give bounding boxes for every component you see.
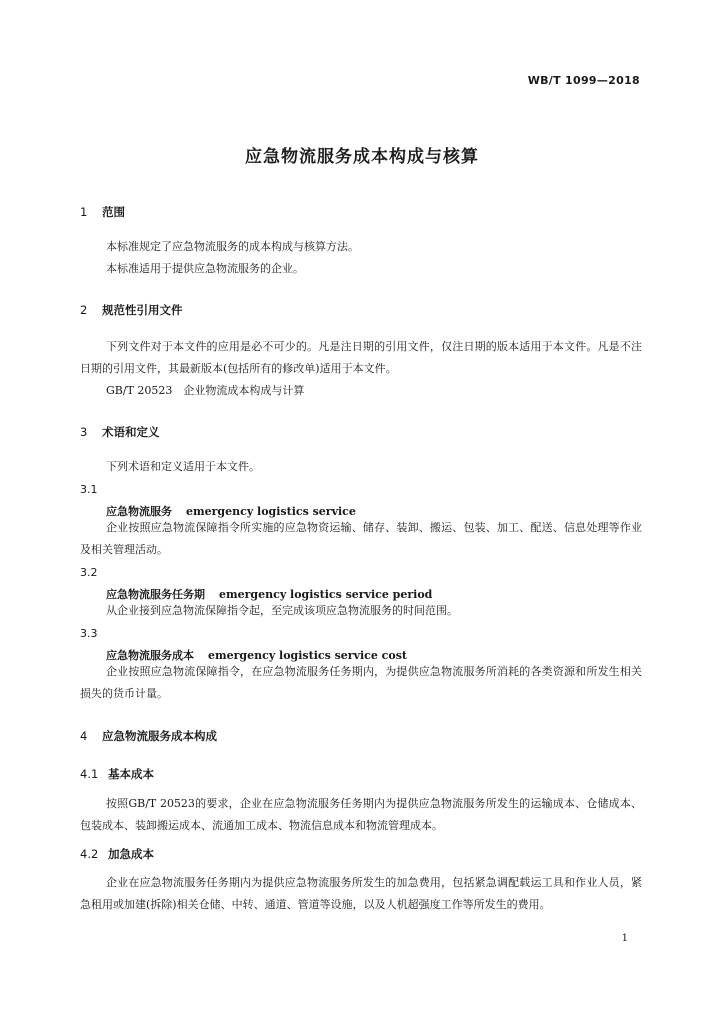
paragraph: 按照GB/T 20523的要求，企业在应急物流服务任务期内为提供应急物流服务所发生的运输成本、仓储成本、包装成本、装卸搬运成本、流通加工成本、物流信息成本和物流管理成本。	[80, 797, 642, 832]
section-3-heading	[80, 424, 160, 440]
section-title: 应急物流服务成本构成	[102, 729, 217, 743]
section-4-heading	[80, 728, 217, 744]
paragraph: 本标准规定了应急物流服务的成本构成与核算方法。	[106, 240, 359, 253]
section-1-heading	[80, 204, 125, 220]
subsection-4-2-heading	[80, 846, 154, 862]
paragraph: 下列术语和定义适用于本文件。	[106, 460, 260, 473]
definition: 企业按照应急物流保障指令所实施的应急物资运输、储存、装卸、搬运、包装、加工、配送、信息处理等作业及相关管理活动。	[80, 521, 642, 556]
section-title: 术语和定义	[102, 425, 160, 439]
standard-code: WB/T 1099—2018	[527, 74, 640, 87]
clause-number: 3.1	[80, 483, 98, 496]
term-zh: 应急物流服务成本	[106, 649, 194, 662]
definition: 企业按照应急物流保障指令，在应急物流服务任务期内，为提供应急物流服务所消耗的各类资源和所发生相关损失的货币计量。	[80, 665, 642, 700]
page-title: 应急物流服务成本构成与核算	[245, 147, 479, 167]
subsection-title: 基本成本	[108, 767, 154, 781]
section-title: 规范性引用文件	[102, 303, 183, 317]
paragraph: 下列文件对于本文件的应用是必不可少的。凡是注日期的引用文件，仅注日期的版本适用于本文件。凡是不注日期的引用文件，其最新版本(包括所有的修改单)适用于本文件。	[80, 340, 642, 375]
section-number: 4	[80, 729, 88, 743]
section-number: 2	[80, 303, 88, 317]
subsection-number: 4.1	[80, 767, 99, 781]
section-2-heading	[80, 302, 183, 318]
paragraph: 企业在应急物流服务任务期内为提供应急物流服务所发生的加急费用，包括紧急调配载运工具和作业人员，紧急租用或加建(拆除)相关仓储、中转、通道、管道等设施，以及人机超强度工作等所发生的费用。	[80, 876, 642, 911]
section-number: 1	[80, 205, 88, 219]
subsection-number: 4.2	[80, 847, 99, 861]
subsection-4-1-heading	[80, 766, 154, 782]
page-number: 1	[621, 933, 628, 944]
paragraph: 本标准适用于提供应急物流服务的企业。	[106, 262, 304, 275]
term-zh: 应急物流服务	[106, 505, 172, 518]
definition: 从企业接到应急物流保障指令起，至完成该项应急物流服务的时间范围。	[106, 604, 458, 617]
term-en: emergency logistics service period	[219, 588, 433, 601]
clause-number: 3.2	[80, 566, 98, 579]
clause-number: 3.3	[80, 627, 98, 640]
subsection-title: 加急成本	[108, 847, 154, 861]
section-number: 3	[80, 425, 88, 439]
normative-reference: GB/T 20523 企业物流成本构成与计算	[106, 384, 305, 397]
term-zh: 应急物流服务任务期	[106, 588, 205, 601]
term-en: emergency logistics service	[186, 505, 356, 518]
term-en: emergency logistics service cost	[208, 649, 407, 662]
section-title: 范围	[102, 205, 125, 219]
